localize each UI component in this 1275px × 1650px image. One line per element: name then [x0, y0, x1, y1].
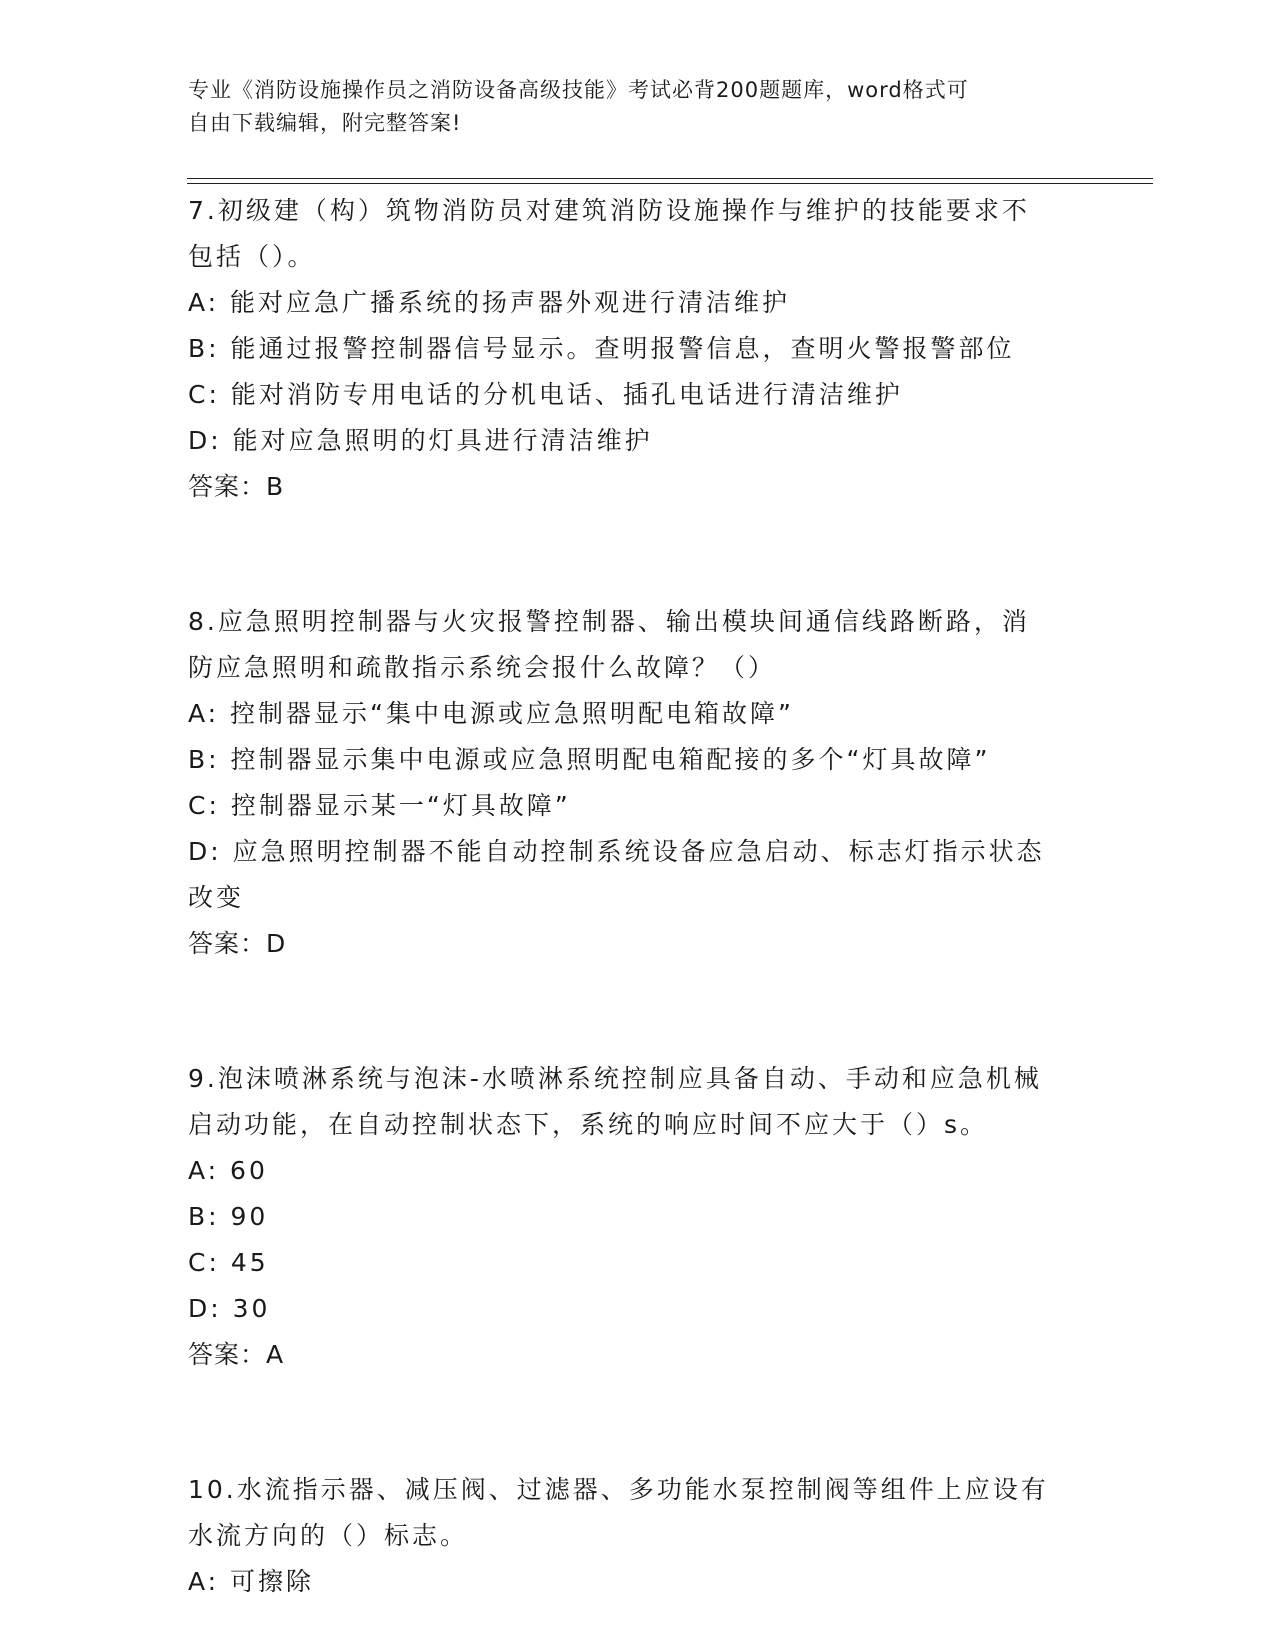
option-d: D: 能对应急照明的灯具进行清洁维护 [188, 426, 653, 455]
option-d: D: 应急照明控制器不能自动控制系统设备应急启动、标志灯指示状态 [188, 837, 1045, 866]
question-spacer [188, 967, 1088, 1056]
question-stem-line: 启动功能，在自动控制状态下，系统的响应时间不应大于（）s。 [188, 1110, 989, 1139]
option-c: C: 45 [188, 1248, 269, 1277]
question-7 [188, 188, 1088, 510]
question-stem-line: 10.水流指示器、减压阀、过滤器、多功能水泵控制阀等组件上应设有 [188, 1475, 1049, 1504]
option-a: A: 控制器显示“集中电源或应急照明配电箱故障” [188, 699, 794, 728]
question-list [188, 188, 1088, 1605]
document-header [188, 74, 1068, 140]
header-divider-bottom [187, 183, 1153, 184]
question-9 [188, 1056, 1088, 1378]
question-spacer [188, 510, 1088, 599]
option-a: A: 能对应急广播系统的扬声器外观进行清洁维护 [188, 288, 791, 317]
option-c: C: 能对消防专用电话的分机电话、插孔电话进行清洁维护 [188, 380, 903, 409]
question-stem-line: 防应急照明和疏散指示系统会报什么故障？（） [188, 653, 777, 682]
header-line-2: 自由下载编辑，附完整答案! [188, 111, 462, 135]
question-stem-line: 包括（）。 [188, 242, 316, 271]
option-d: D: 30 [188, 1294, 271, 1323]
question-10 [188, 1467, 1088, 1605]
option-b: B: 能通过报警控制器信号显示。查明报警信息，查明火警报警部位 [188, 334, 1015, 363]
question-stem-line: 8.应急照明控制器与火灾报警控制器、输出模块间通信线路断路，消 [188, 607, 1030, 636]
option-a: A: 60 [188, 1156, 268, 1185]
question-stem-line: 7.初级建（构）筑物消防员对建筑消防设施操作与维护的技能要求不 [188, 196, 1030, 225]
option-c: C: 控制器显示某一“灯具故障” [188, 791, 571, 820]
question-spacer [188, 1378, 1088, 1467]
header-divider-top [187, 178, 1153, 179]
answer-label: 答案：B [188, 472, 285, 501]
option-d-continued: 改变 [188, 883, 245, 912]
question-stem-line: 水流方向的（）标志。 [188, 1521, 469, 1550]
answer-label: 答案：A [188, 1340, 285, 1369]
option-b: B: 90 [188, 1202, 269, 1231]
header-line-1: 专业《消防设施操作员之消防设备高级技能》考试必背200题题库，word格式可 [188, 78, 969, 102]
option-b: B: 控制器显示集中电源或应急照明配电箱配接的多个“灯具故障” [188, 745, 991, 774]
answer-label: 答案：D [188, 929, 287, 958]
question-stem-line: 9.泡沫喷淋系统与泡沫-水喷淋系统控制应具备自动、手动和应急机械 [188, 1064, 1042, 1093]
option-a: A: 可擦除 [188, 1567, 315, 1596]
question-8 [188, 599, 1088, 967]
